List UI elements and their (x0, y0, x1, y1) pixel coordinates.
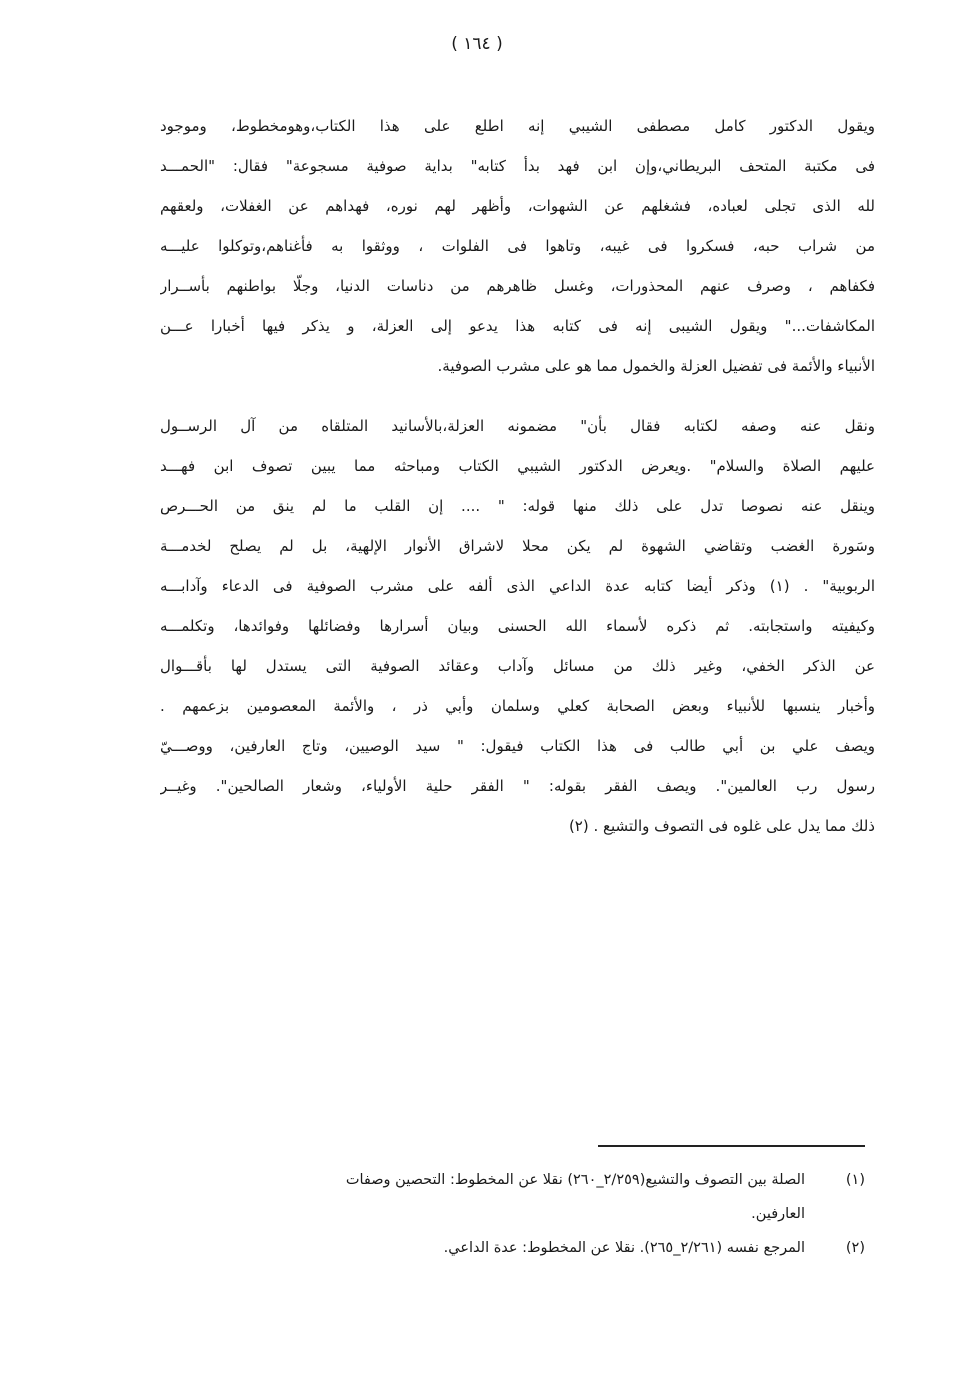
text-line: وسَورة الغضب وتقاضي الشهوة لم يكن محلا لاشراق الأنوار الإلهية، بل لم يصلح لخدمـــة (160, 537, 875, 555)
text-line: ويقول الدكتور كامل مصطفى الشيبي إنه اطلع على هذا الكتاب،وهومخطوط، وموجود (160, 117, 875, 135)
footnote-1-continuation (185, 1197, 865, 1231)
text-line: المكاشفات..." ويقول الشيبى إنه فى كتابه هذا يدعو إلى العزلة، و يذكر فيها أخبارا عـــن (160, 317, 875, 335)
page-number: ( ١٦٤ ) (451, 34, 503, 54)
text-line: وأخبار ينسبها للأنبياء وبعض الصحابة كعلي وسلمان وأبي ذر ، والأئمة المعصومين بزعمهم . (160, 697, 875, 715)
text-line: عليهم الصلاة والسلام" .ويعرض الدكتور الشيبي الكتاب ومباحثه مما يبين تصوف ابن فهـــد (160, 457, 875, 475)
footnote-number: (١) (845, 1172, 865, 1188)
text-line: ونقل عنه وصفه لكتابه فقال بأن" مضمونه العزلة،بالأسانيد المتلقاه من آل الرســول (160, 417, 875, 435)
footnotes (185, 1163, 865, 1265)
text-line: من شراب حبه، فسكروا فى غيبه، وتاهوا فى الفلوات ، ووثقوا به فأغناهم،وتوكلوا عليـــه (160, 237, 875, 255)
text-line: وكيفيته واستجابته. ثم ذكره لأسماء الله الحسنى وبيان أسرارها وفضائلها وفوائدها، وتكلمـــه (160, 617, 875, 635)
paragraph-1 (160, 106, 875, 386)
text-line: لله الذى تجلى لعباده، فشغلهم عن الشهوات، وأظهر لهم نوره، فهداهم عن الغفلات، ولعقهم (160, 197, 875, 215)
text-line: وينقل عنه نصوصا تدل على ذلك منها قوله: " .... إن القلب ما لم ينق من الحـــرص (160, 497, 875, 515)
text-line: ذلك مما يدل على غلوه فى التصوف والتشيع . (٢) (568, 817, 875, 835)
footnote-1 (185, 1163, 865, 1197)
footnote-text: الصلة بين التصوف والتشيع(٢/٢٥٩_٢٦٠) نقلا عن المخطوط: التحصين وصفات (345, 1172, 805, 1188)
text-line: ويصف علي بن أبي طالب فى هذا الكتاب فيقول: " سيد الوصيين، وتاج العارفين، ووصـــيّ (160, 737, 875, 755)
footnote-text: المرجع نفسه (٢/٢٦١_٢٦٥). نقلا عن المخطوط: عدة الداعي. (443, 1240, 805, 1256)
footnote-divider (598, 1145, 865, 1147)
footnote-2 (185, 1231, 865, 1265)
text-line: الأنبياء والأئمة فى تفضيل العزلة والخمول مما هو على مشرب الصوفية. (437, 357, 875, 375)
footnote-number: (٢) (845, 1240, 865, 1256)
paragraph-2 (160, 406, 875, 846)
text-line: عن الذكر الخفي، وغير ذلك من مسائل وآداب وعقائد الصوفية التى يستدل لها بأقـــوال (160, 657, 875, 675)
text-line: رسول رب العالمين". ويصف الفقر بقوله: " الفقر حلية الأولياء، وشعار الصالحين". وغيــر (160, 777, 875, 795)
text-line: فكفاهم ، وصرف عنهم المحذورات، وغسل ظاهرهم من دناسات الدنيا، وجلّا بواطنهم بأســرار (160, 277, 875, 295)
footnote-text: العارفين. (751, 1206, 805, 1222)
text-line: الربوبية" . (١) وذكر أيضا كتابه عدة الداعي الذى ألفه على مشرب الصوفية فى الدعاء وآدابـــه (160, 577, 875, 595)
text-line: فى مكتبة المتحف البريطاني،وإن ابن فهد بدأ كتابه" بداية صوفية مسجوعة" فقال: "الحمـــد (160, 157, 875, 175)
